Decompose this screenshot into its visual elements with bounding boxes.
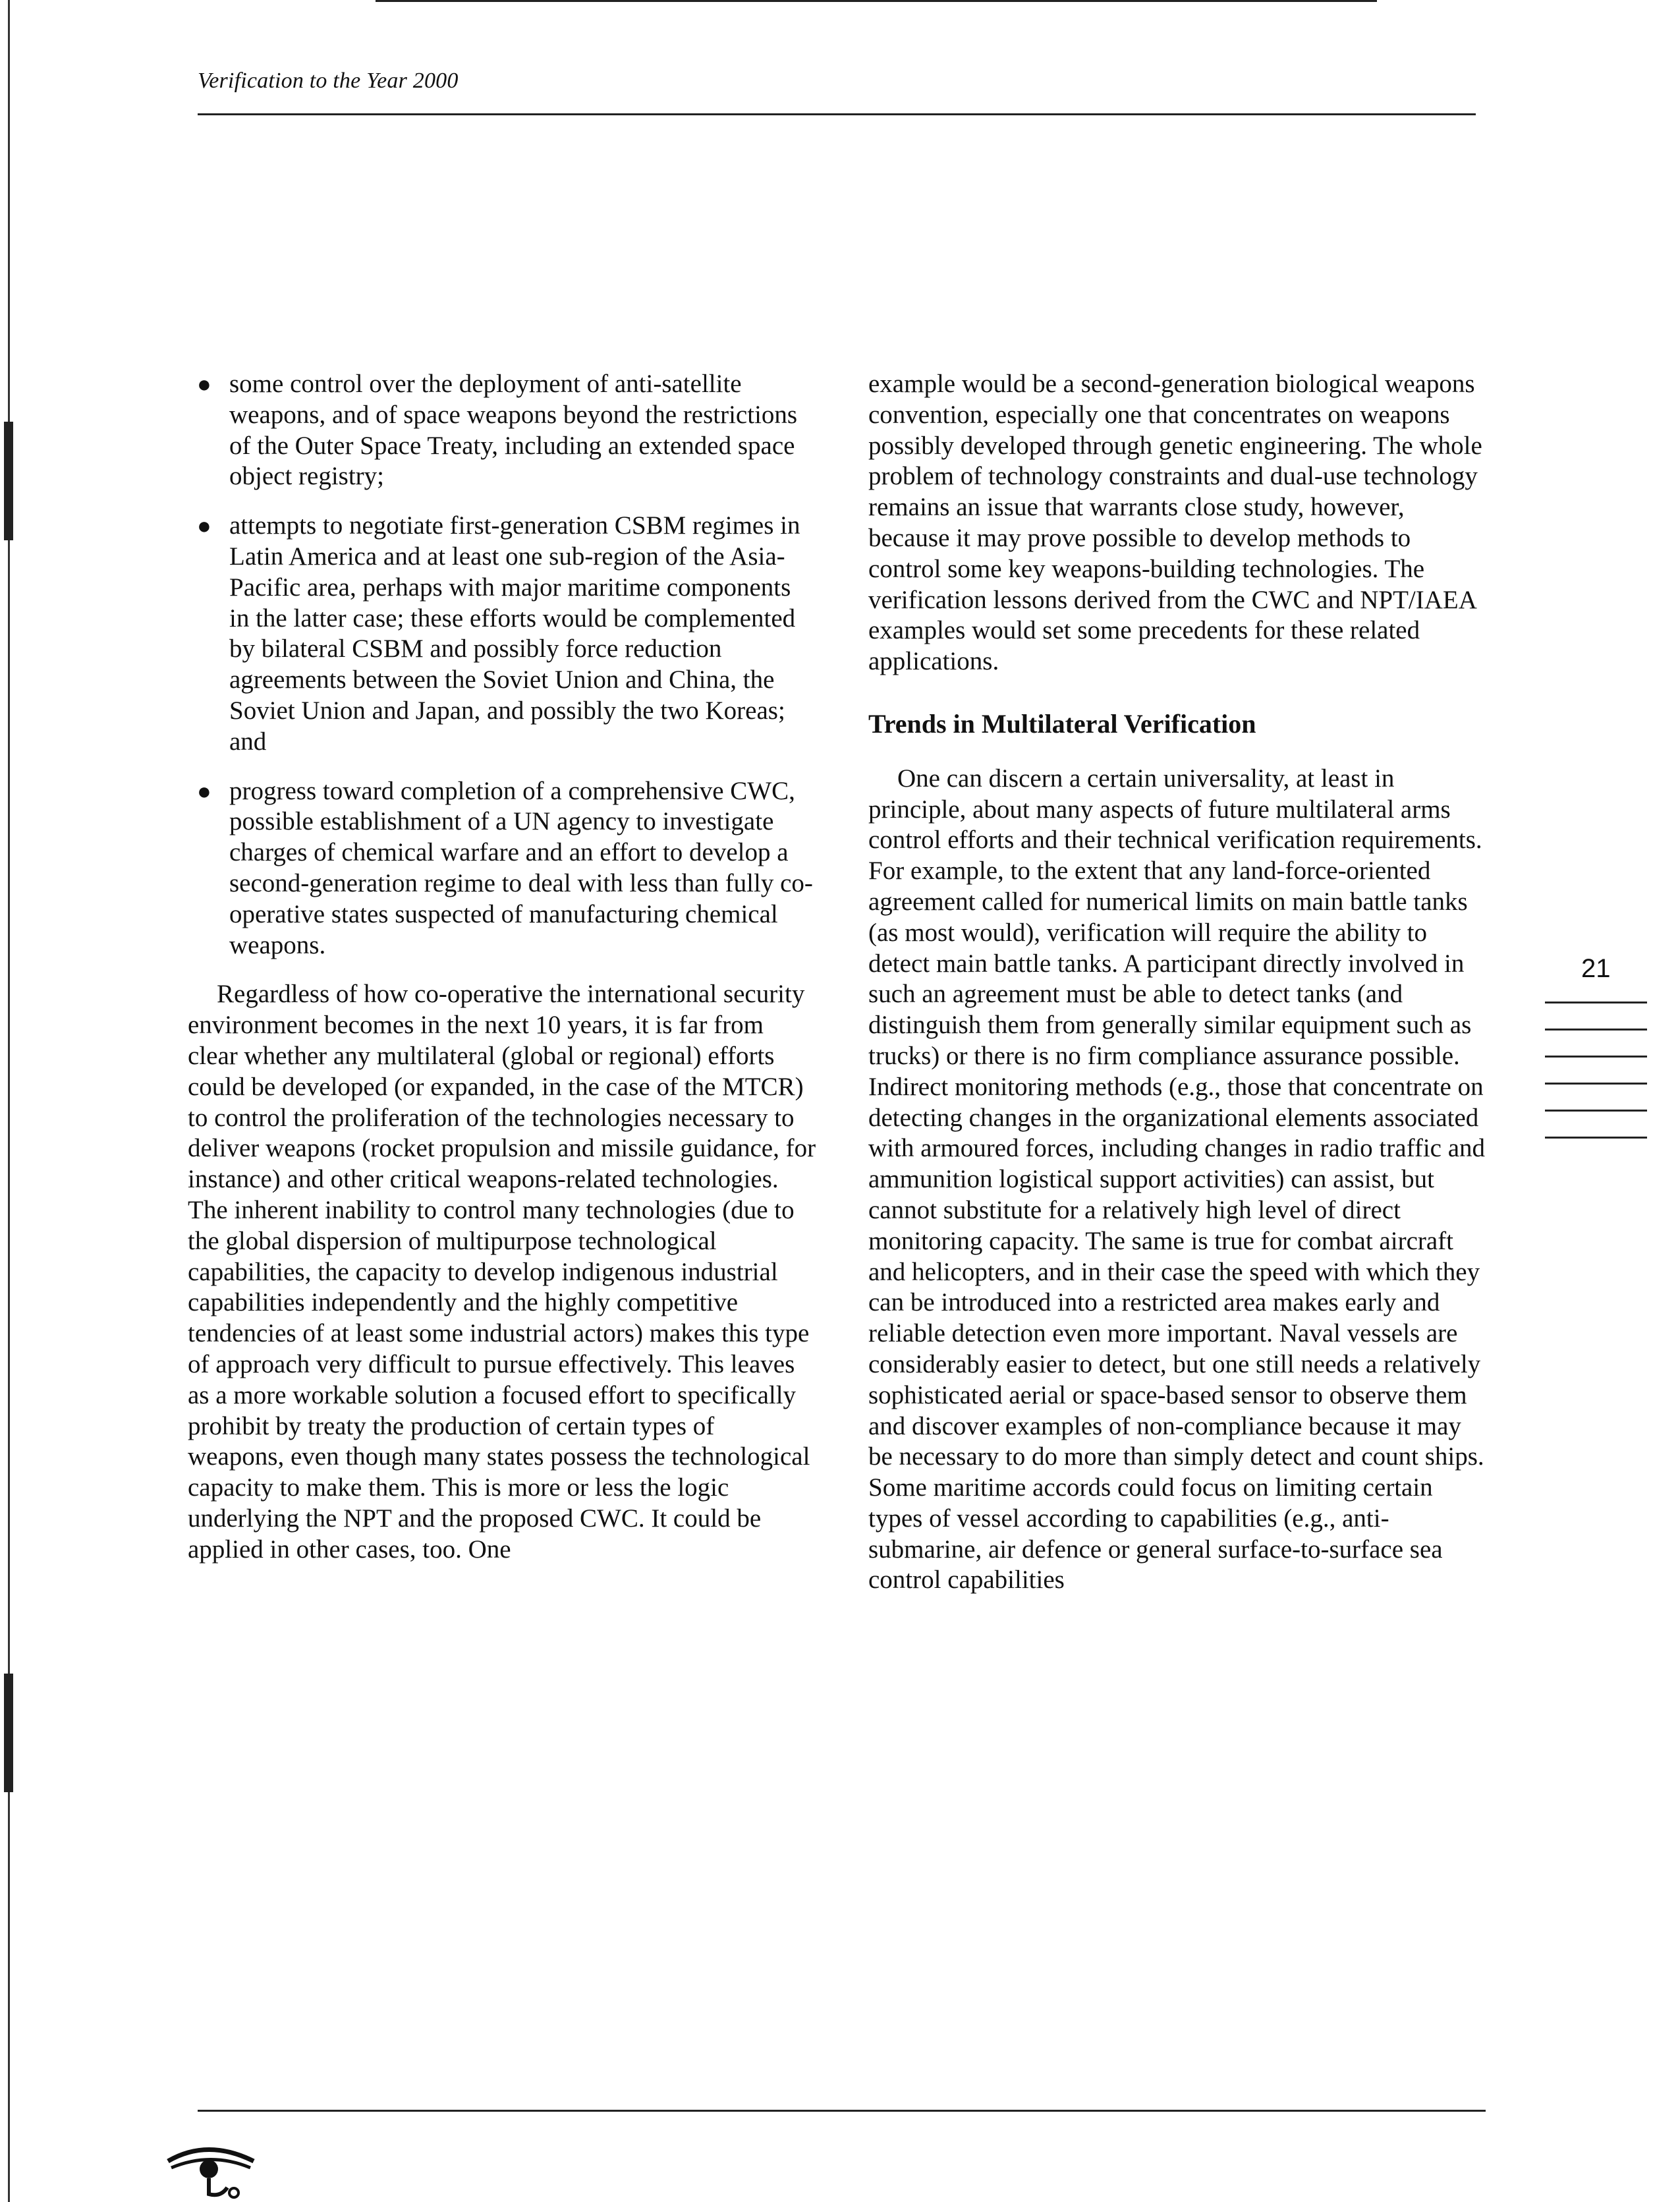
margin-rule (1545, 1056, 1647, 1058)
bullet-icon: ● (197, 777, 211, 805)
body-paragraph: One can discern a certain universality, at least in principle, about many aspects of future multilateral arms control efforts and their technical verification requirements. For example, to the extent that any land-force-oriented agreement called for numerical limits on main battle tanks (as most would), verification will require the ability to detect main battle tanks. A participant directly involved in such an agreement must be able to detect tanks (and distinguish them from generally similar equipment such as trucks) or there is no firm compliance assurance possible. Indirect monitoring methods (e.g., those that concentrate on detecting changes in the organizational elements associated with armoured forces, including changes in radio traffic and ammunition logistical support activities) can assist, but cannot substitute for a relatively high level of direct monitoring capacity. The same is true for combat aircraft and helicopters, and in their case the speed with which they can be introduced into a restricted area makes early and reliable detection even more important. Naval vessels are considerably easier to detect, but one still needs a relatively sophisticated aerial or space-based sensor to observe them and discover examples of non-compliance because it may be necessary to do more than simply detect and count ships. Some maritime accords could focus on limiting certain types of vessel according to capabilities (e.g., anti-submarine, air defence or general surface-to-surface sea control capabilities (868, 764, 1486, 1595)
bullet-text: some control over the deployment of anti-satellite weapons, and of space weapons beyond the restrictions of the Outer Space Treaty, including an extended space object registry; (229, 370, 798, 491)
list-item (188, 776, 817, 961)
footer-rule (198, 2110, 1486, 2112)
margin-rule (1545, 1083, 1647, 1085)
list-item (188, 369, 817, 492)
left-column (188, 369, 817, 1565)
bullet-list (188, 369, 817, 961)
bullet-icon: ● (197, 371, 211, 397)
margin-rule (1545, 1029, 1647, 1030)
body-paragraph: Regardless of how co-operative the international security environment becomes in the next 10 years, it is far from clear whether any multilateral (global or regional) efforts could be developed (or expanded, in the case of the MTCR) to control the proliferation of the technologies necessary to deliver weapons (rocket propulsion and missile guidance, for instance) and other critical weapons-related technologies. The inherent inability to control many technologies (due to the global dispersion of multipurpose technological capabilities, the capacity to develop indigenous industrial capabilities independently and the highly competitive tendencies of at least some industrial actors) makes this type of approach very difficult to pursue effectively. This leaves as a more workable solution a focused effort to specifically prohibit by treaty the production of certain types of weapons, even though many states possess the technological capacity to make them. This is more or less the logic underlying the NPT and the proposed CWC. It could be applied in other cases, too. One (188, 980, 816, 1564)
list-item (188, 511, 817, 757)
page-number: 21 (1581, 954, 1611, 983)
margin-rule (1545, 1137, 1647, 1139)
bullet-text: progress toward completion of a comprehensive CWC, possible establishment of a UN agency to investigate charges of chemical warfare and an effort to develop a second-generation regime to deal with less than fully co-operative states suspected of manufacturing chemical weapons. (229, 776, 813, 959)
scan-edge-mark (4, 1674, 13, 1792)
margin-rule-stack (1545, 1002, 1647, 1164)
running-head: Verification to the Year 2000 (198, 69, 459, 93)
margin-rule (1545, 1002, 1647, 1003)
scan-edge-mark (4, 422, 13, 540)
margin-rule (1545, 1110, 1647, 1112)
continued-paragraph: example would be a second-generation biological weapons convention, especially one that concentrates on weapons possibly developed through genetic engineering. The whole problem of technology constraints and dual-use technology remains an issue that warrants close study, however, because it may prove possible to develop methods to control some key weapons-building technologies. The verification lessons derived from the CWC and NPT/IAEA examples would set some precedents for these related applications. (868, 370, 1482, 676)
scan-left-edge (8, 0, 10, 2202)
top-edge-rule (376, 0, 1377, 2)
section-heading: Trends in Multilateral Verification (868, 708, 1256, 739)
bullet-text: attempts to negotiate first-generation CSBM regimes in Latin America and at least one sub-region of the Asia-Pacific area, perhaps with major maritime components in the latter case; these efforts would be complemented by bilateral CSBM and possibly force reduction agreements between the Soviet Union and China, the Soviet Union and Japan, and possibly the two Koreas; and (229, 511, 800, 756)
bullet-icon: ● (197, 513, 211, 540)
eye-emblem-icon (161, 2135, 260, 2201)
header-rule (198, 113, 1476, 115)
right-column (868, 369, 1488, 1596)
